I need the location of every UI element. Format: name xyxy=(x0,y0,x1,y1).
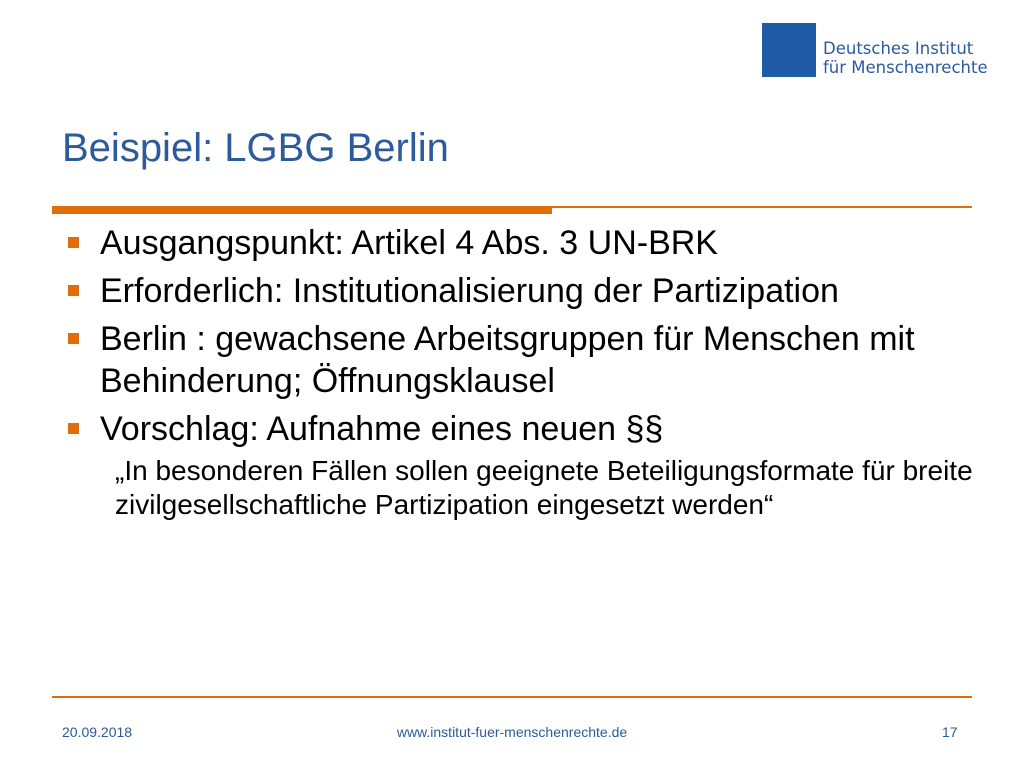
bullet-text: Vorschlag: Aufnahme eines neuen §§ xyxy=(100,410,664,448)
bullet-item xyxy=(60,222,980,264)
bullet-marker xyxy=(68,285,79,296)
footer-divider xyxy=(52,696,972,698)
bullet-marker xyxy=(68,333,79,344)
bullet-text: Berlin : gewachsene Arbeitsgruppen für Menschen mit Behinderung; Öffnungsklausel xyxy=(100,320,915,400)
title-divider-thick xyxy=(52,208,552,214)
slide-title: Beispiel: LGBG Berlin xyxy=(62,126,449,170)
bullet-text: Erforderlich: Institutionalisierung der Partizipation xyxy=(100,272,839,310)
footer-date: 20.09.2018 xyxy=(62,724,133,740)
logo-line-1: Deutsches Institut xyxy=(823,39,974,58)
quote-text: „In besonderen Fällen sollen geeignete Beteiligungsformate für breite zivilgesellschaftliche Partizipation eingesetzt werden“ xyxy=(115,455,973,520)
footer-url[interactable]: www.institut-fuer-menschenrechte.de xyxy=(396,724,628,740)
bullet-text: Ausgangspunkt: Artikel 4 Abs. 3 UN-BRK xyxy=(100,224,718,262)
slide-content xyxy=(60,222,980,522)
logo-text xyxy=(823,39,988,77)
logo-square xyxy=(762,23,816,77)
bullet-item xyxy=(60,318,980,402)
bullet-item xyxy=(60,270,980,312)
page-number: 17 xyxy=(942,724,958,740)
institute-logo xyxy=(762,23,1002,79)
bullet-item xyxy=(60,408,980,450)
logo-line-2: für Menschenrechte xyxy=(823,58,988,77)
bullet-marker xyxy=(68,423,79,434)
bullet-marker xyxy=(68,237,79,248)
